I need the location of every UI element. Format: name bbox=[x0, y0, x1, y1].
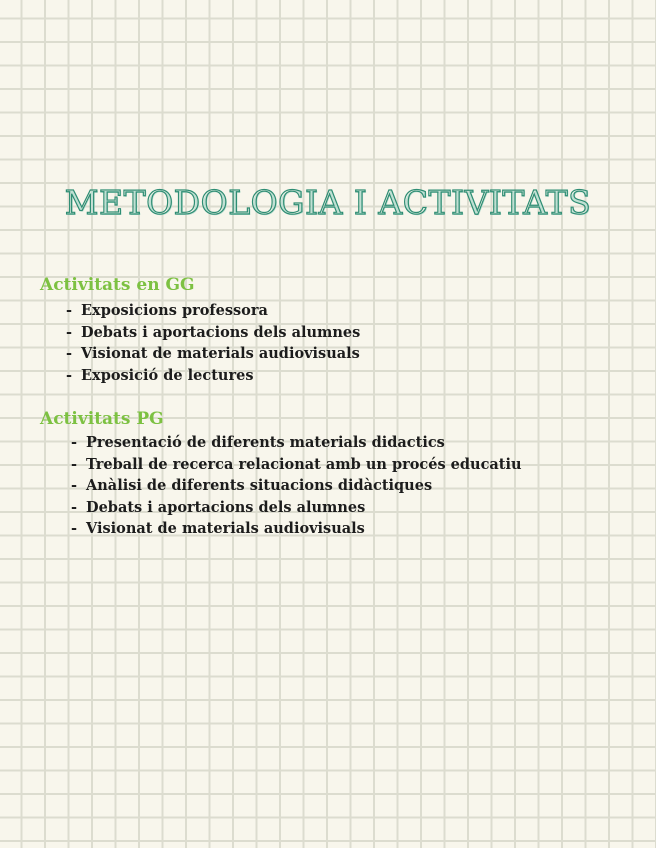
list-item bbox=[71, 475, 522, 497]
activity-list-gg bbox=[66, 300, 360, 386]
list-item-text: Exposicions professora bbox=[81, 302, 268, 319]
list-item-text: Presentació de diferents materials didactics bbox=[86, 434, 445, 451]
list-item bbox=[71, 518, 522, 540]
list-item-text: Anàlisi de diferents situacions didàctiques bbox=[86, 477, 433, 495]
bullet-dash: - bbox=[71, 477, 78, 495]
bullet-dash: - bbox=[66, 302, 73, 319]
section-heading-gg: Activitats en GG bbox=[40, 275, 195, 295]
list-item-text: Treball de recerca relacionat amb un procés educatiu bbox=[86, 455, 522, 473]
bullet-dash: - bbox=[71, 498, 78, 516]
list-item-text: Visionat de materials audiovisuals bbox=[81, 345, 360, 363]
list-item-text: Debats i aportacions dels alumnes bbox=[81, 323, 361, 341]
list-item bbox=[66, 322, 360, 344]
list-item bbox=[66, 300, 360, 322]
bullet-dash: - bbox=[66, 323, 73, 341]
bullet-dash: - bbox=[71, 434, 78, 451]
list-item bbox=[66, 343, 360, 365]
activity-list-pg bbox=[71, 432, 522, 540]
list-item-text: Visionat de materials audiovisuals bbox=[86, 520, 365, 538]
list-item bbox=[66, 365, 360, 387]
page-title: METODOLOGIA I ACTIVITATS bbox=[64, 183, 592, 222]
bullet-dash: - bbox=[71, 520, 78, 538]
list-item-text: Exposició de lectures bbox=[81, 366, 254, 384]
list-item bbox=[71, 432, 522, 454]
bullet-dash: - bbox=[66, 345, 73, 363]
list-item-text: Debats i aportacions dels alumnes bbox=[86, 498, 366, 516]
list-item bbox=[71, 454, 522, 476]
bullet-dash: - bbox=[66, 366, 73, 384]
bullet-dash: - bbox=[71, 455, 78, 473]
section-heading-pg: Activitats PG bbox=[40, 409, 164, 429]
list-item bbox=[71, 497, 522, 519]
